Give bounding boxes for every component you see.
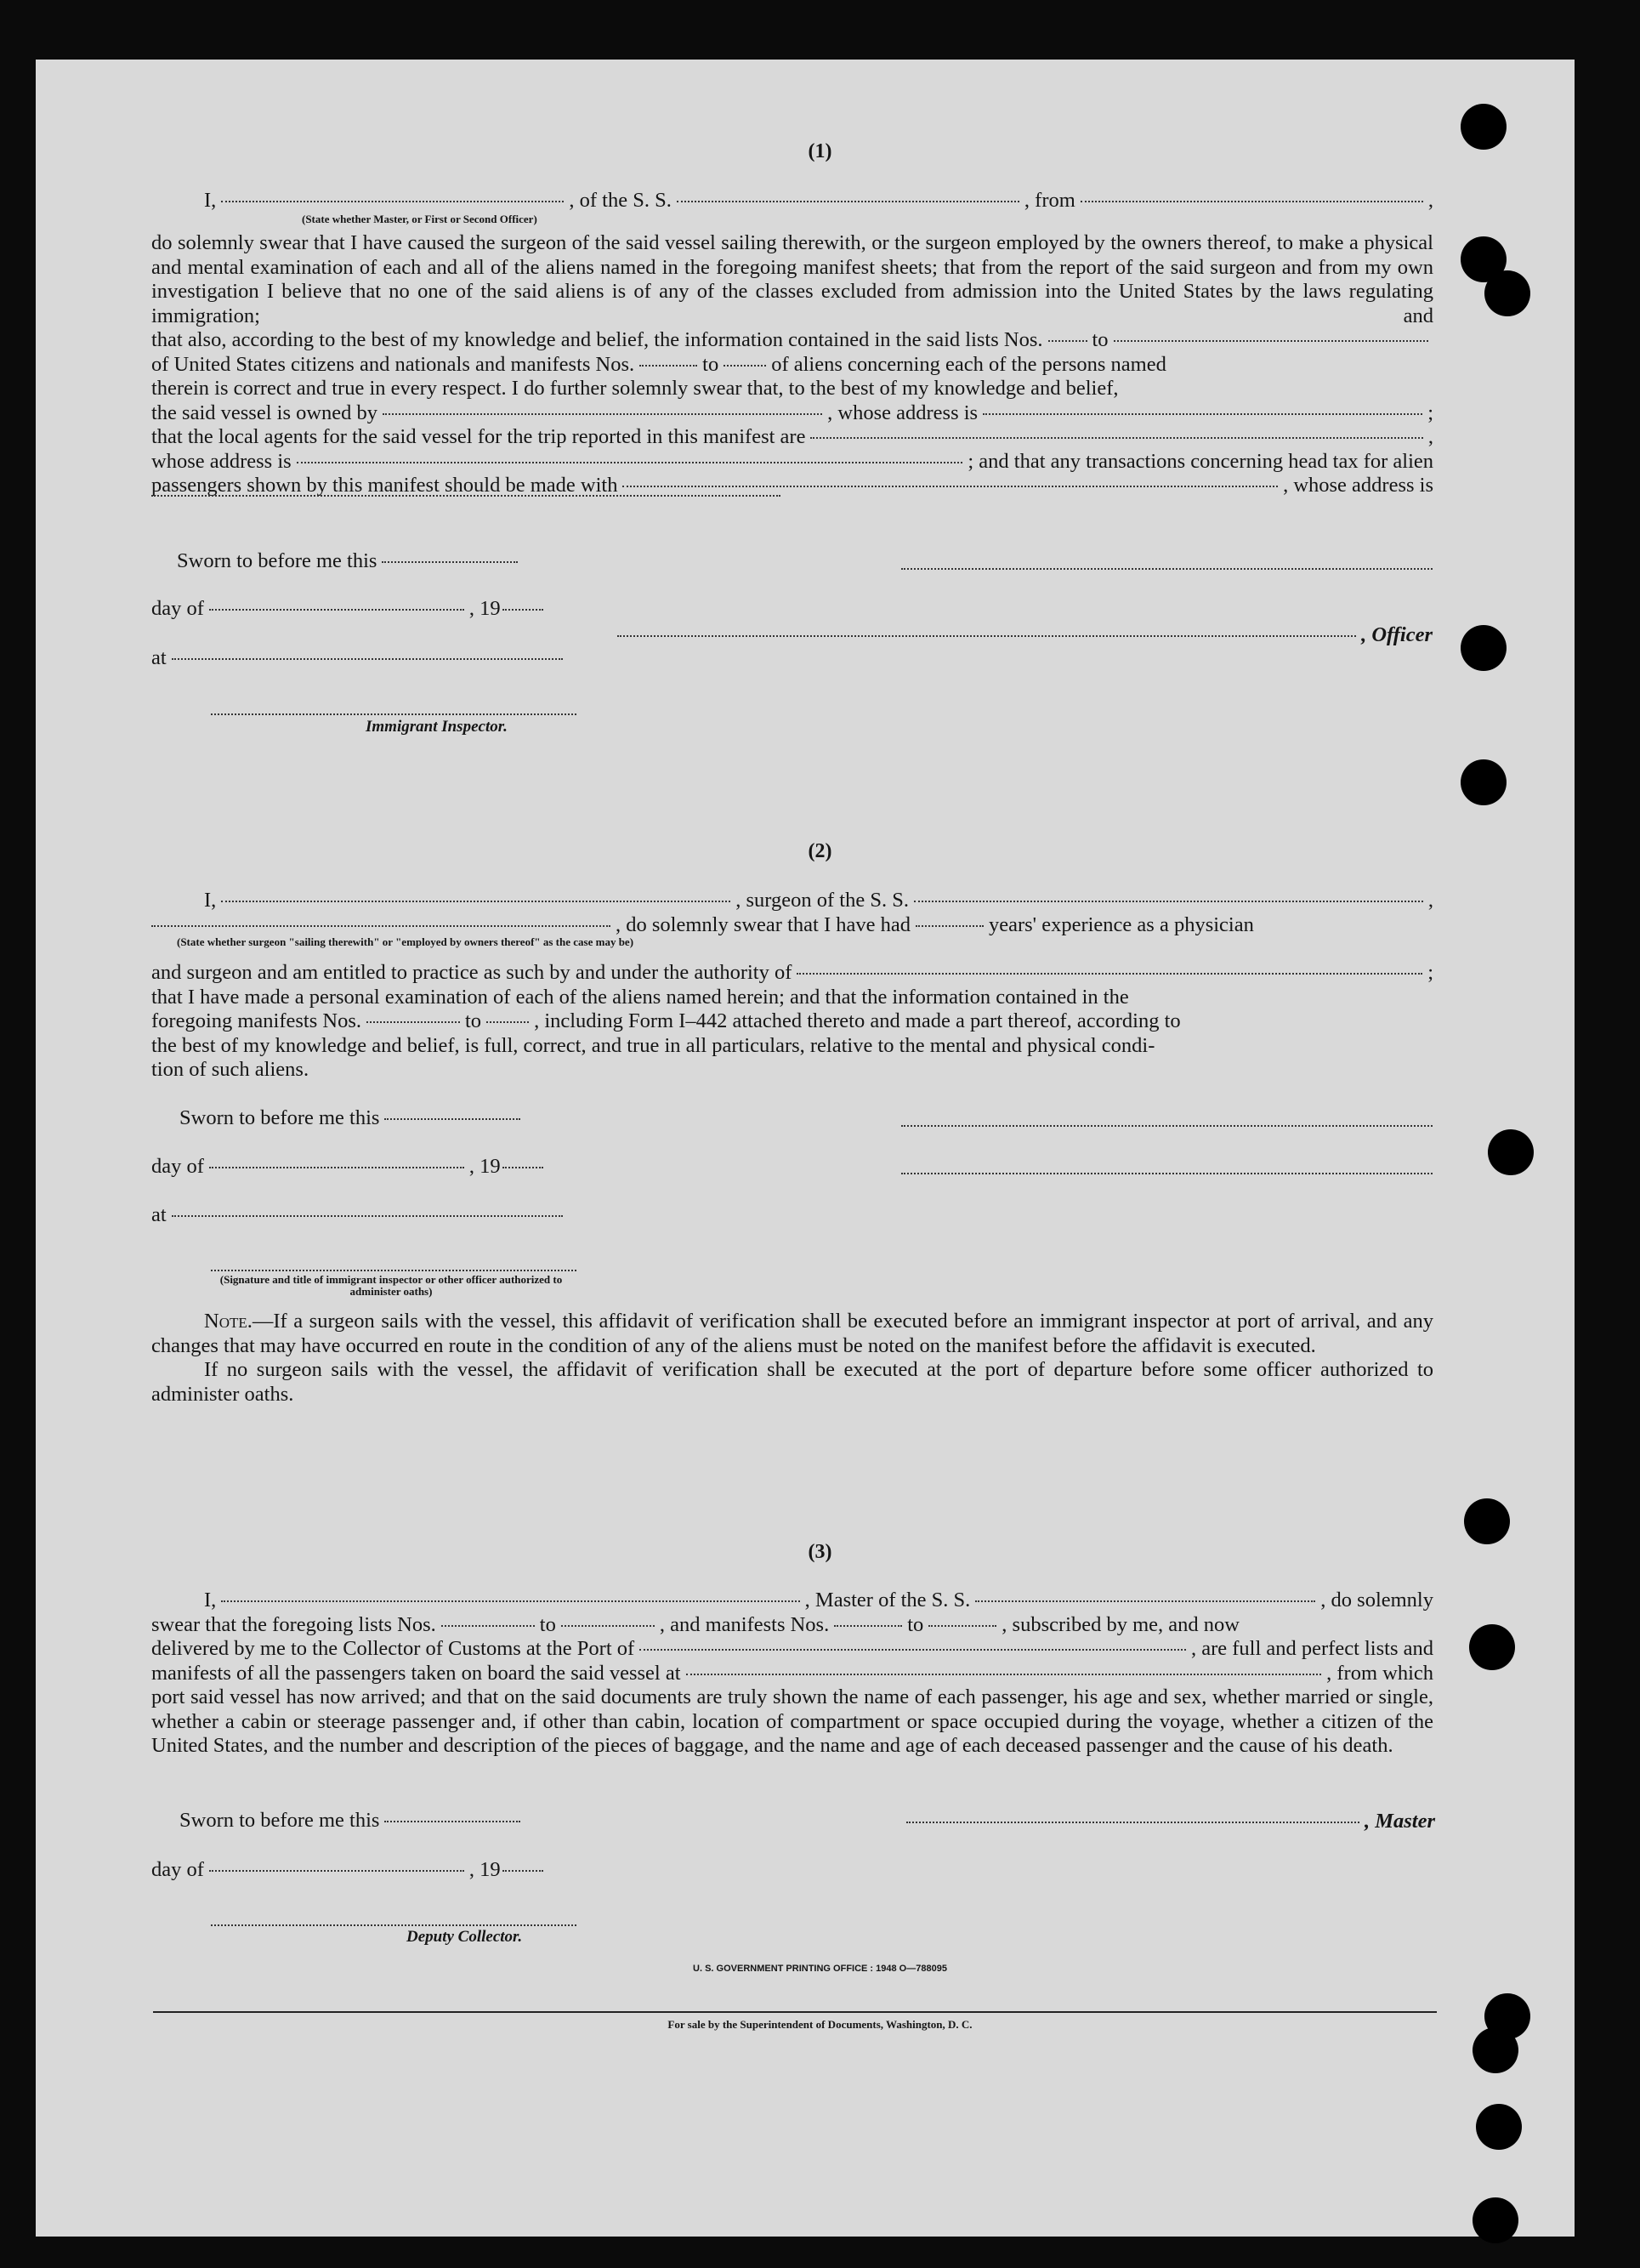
- manifest-to-field[interactable]: [486, 1020, 529, 1023]
- lists-text: swear that the foregoing lists Nos.: [151, 1612, 436, 1636]
- head-tax-address-field[interactable]: [151, 494, 780, 497]
- head-tax-text: ; and that any transactions concerning head tax for alien: [968, 449, 1433, 473]
- officer-field[interactable]: [617, 634, 1356, 637]
- section-1-note: (State whether Master, or First or Second Officer): [302, 213, 537, 225]
- semicolon: ;: [1427, 961, 1433, 984]
- vessel-name-field[interactable]: [975, 1600, 1315, 1602]
- section-2-i: I,: [204, 889, 217, 912]
- section-2-body: [151, 961, 1433, 1083]
- owner-field[interactable]: [383, 412, 822, 415]
- authority-field[interactable]: [797, 972, 1422, 975]
- sale-notice: For sale by the Superintendent of Documents, Washington, D. C.: [667, 2018, 973, 2031]
- form-text: , including Form I–442 attached thereto and made a part thereof, according to: [534, 1009, 1181, 1032]
- year-text: , 19: [468, 1858, 501, 1881]
- master-name-field[interactable]: [221, 1600, 799, 1602]
- lists-from-field[interactable]: [1048, 339, 1087, 342]
- year-field[interactable]: [502, 608, 543, 611]
- port-field[interactable]: [639, 1648, 1186, 1651]
- to-text: to: [1092, 328, 1109, 351]
- master-label: , Master: [1364, 1810, 1435, 1833]
- place-field[interactable]: [172, 1214, 563, 1217]
- manifests-to-field[interactable]: [724, 364, 766, 367]
- agents-address-field[interactable]: [297, 461, 963, 463]
- section-1-line-3: therein is correct and true in every respect. I do further solemnly swear that, to the best of my knowledge and belief,: [151, 377, 1119, 400]
- manifest-from-field[interactable]: [366, 1020, 460, 1023]
- aliens-text: of aliens concerning each of the persons named: [771, 352, 1166, 376]
- surgeon-signature-line[interactable]: [901, 1124, 1433, 1127]
- note-text: —If a surgeon sails with the vessel, this affidavit of verification shall be executed before an immigrant inspector at port of arrival, and any changes that may have occurred en route in the condition of any of the aliens must be noted on the manifest before the affidavit is executed.: [151, 1310, 1433, 1357]
- section-1-from: , from: [1024, 189, 1075, 212]
- lists-from-field[interactable]: [441, 1624, 535, 1627]
- section-1-sworn: [151, 549, 1433, 574]
- section-2-number: (2): [808, 840, 832, 862]
- gpo-imprint: U. S. GOVERNMENT PRINTING OFFICE : 1948 O—788095: [693, 1964, 947, 1974]
- section-2-day: [151, 1155, 1433, 1179]
- sworn-text: Sworn to before me this: [179, 1106, 380, 1129]
- section-3-i: I,: [204, 1589, 217, 1611]
- officer-row: [612, 623, 1433, 648]
- owner-address-field[interactable]: [983, 412, 1422, 415]
- semicolon: ;: [1427, 401, 1434, 424]
- swear-text: , do solemnly swear that I have had: [616, 912, 911, 936]
- punch-hole: [1469, 1624, 1515, 1670]
- address-text: whose address is: [151, 449, 292, 473]
- surgeon-vessel-field[interactable]: [914, 900, 1423, 902]
- year-text: , 19: [468, 1155, 501, 1178]
- years-text: years' experience as a physician: [988, 912, 1254, 936]
- vessel-name-field[interactable]: [677, 200, 1019, 202]
- manifests-from-field[interactable]: [639, 364, 697, 367]
- head-tax-contact-field[interactable]: [622, 485, 1278, 487]
- embarkation-port-field[interactable]: [686, 1673, 1322, 1675]
- punch-hole: [1488, 1129, 1534, 1175]
- section-2-header: I, , surgeon of the S. S. , , do solemnly swear that I have had years' experience as a physician: [151, 889, 1433, 937]
- collector-text: delivered by me to the Collector of Customs at the Port of: [151, 1637, 635, 1660]
- address-text: , whose address is: [827, 401, 979, 424]
- to-text: to: [539, 1612, 556, 1636]
- section-1-i: I,: [204, 189, 217, 212]
- authority-text: and surgeon and am entitled to practice as such by and under the authority of: [151, 961, 792, 984]
- punch-hole: [1484, 270, 1530, 316]
- passengers-text: manifests of all the passengers taken on board the said vessel at: [151, 1661, 681, 1685]
- manifests-to-field[interactable]: [928, 1624, 996, 1627]
- manifests-text: , and manifests Nos.: [659, 1612, 830, 1636]
- surgeon-status-field[interactable]: [151, 924, 610, 927]
- punch-hole: [1473, 2027, 1518, 2073]
- year-text: , 19: [468, 597, 501, 620]
- perfect-lists-text: , are full and perfect lists and: [1190, 1637, 1433, 1660]
- collector-signature-line[interactable]: [211, 1924, 576, 1926]
- passengers-text: passengers shown by this manifest should be made with: [151, 474, 618, 497]
- to-text: to: [702, 352, 719, 376]
- punch-hole: [1464, 1498, 1510, 1544]
- section-2-note: (State whether surgeon "sailing therewith" or "employed by owners thereof" as the case may be): [177, 935, 634, 948]
- section-1-body: [151, 231, 1433, 501]
- manifests-text: foregoing manifests Nos.: [151, 1009, 361, 1032]
- section-3-day: [151, 1858, 1433, 1883]
- inspector-signature-line[interactable]: [211, 1269, 576, 1271]
- month-field[interactable]: [209, 1166, 464, 1168]
- from-which-text: , from which: [1326, 1661, 1433, 1685]
- section-3-number: (3): [808, 1541, 832, 1563]
- day-of-text: day of: [151, 1858, 204, 1881]
- master-signature-field[interactable]: [906, 1821, 1359, 1823]
- section-3-paragraph: port said vessel has now arrived; and that on the said documents are truly shown the name of each passenger, his age and sex, whether married or single, whether a cabin or steerage passenger and, if other than cabin, location of compartment or space occupied during the voyage, whether a citizen of the United States, and the number and description of the pieces of baggage, and the name and age of each deceased passenger and the cause of his death.: [151, 1685, 1433, 1757]
- section-2-line-2: that I have made a personal examination of each of the aliens named herein; and that the information contained in the: [151, 985, 1129, 1009]
- punch-hole: [1473, 2197, 1518, 2243]
- to-text: to: [907, 1612, 924, 1636]
- place-field[interactable]: [172, 657, 563, 660]
- surgeon-name-field[interactable]: [221, 900, 730, 902]
- solemnly-text: , do solemnly: [1320, 1589, 1433, 1611]
- years-field[interactable]: [916, 924, 984, 927]
- collector-label: Deputy Collector.: [406, 1928, 523, 1946]
- sworn-text: Sworn to before me this: [179, 1809, 380, 1832]
- surgeon-of-text: , surgeon of the S. S.: [735, 889, 909, 912]
- owned-by-text: the said vessel is owned by: [151, 401, 378, 424]
- inspector-label: Immigrant Inspector.: [366, 718, 508, 736]
- master-name-field[interactable]: [221, 200, 564, 202]
- master-of-text: , Master of the S. S.: [804, 1589, 971, 1611]
- officer-signature-line[interactable]: [901, 567, 1433, 570]
- note-text-2: If no surgeon sails with the vessel, the affidavit of verification shall be executed at the port of departure before some officer authorized to administer oaths.: [151, 1358, 1433, 1406]
- punch-hole: [1476, 2104, 1522, 2150]
- lists-text: that also, according to the best of my knowledge and belief, the information contained in the said lists Nos.: [151, 328, 1043, 351]
- sworn-text: Sworn to before me this: [177, 549, 377, 572]
- section-2-at: [151, 1203, 1433, 1228]
- year-field[interactable]: [502, 1869, 543, 1872]
- signature-title-note: (Signature and title of immigrant inspector or other officer authorized to administer oaths): [219, 1273, 563, 1298]
- surgeon-title-line[interactable]: [901, 1172, 1433, 1174]
- master-row: [901, 1810, 1435, 1834]
- departure-port-field[interactable]: [1081, 200, 1423, 202]
- year-field[interactable]: [502, 1166, 543, 1168]
- manifests-text: of United States citizens and nationals and manifests Nos.: [151, 352, 635, 376]
- lists-to-field[interactable]: [1114, 339, 1428, 342]
- footer-rule: [153, 2011, 1437, 2013]
- section-2-note-block: [151, 1310, 1433, 1407]
- day-of-text: day of: [151, 597, 204, 620]
- note-label: Note.: [204, 1310, 253, 1333]
- section-1-at: [151, 646, 1433, 671]
- manifests-from-field[interactable]: [834, 1624, 902, 1627]
- to-text: to: [465, 1009, 482, 1032]
- punch-hole: [1461, 625, 1507, 671]
- sworn-day-field[interactable]: [382, 560, 518, 563]
- at-text: at: [151, 1203, 167, 1226]
- sworn-day-field[interactable]: [384, 1820, 520, 1822]
- month-field[interactable]: [209, 608, 464, 611]
- section-2-line-4: the best of my knowledge and belief, is full, correct, and true in all particulars, relative to the mental and physical condi-: [151, 1033, 1155, 1057]
- section-3-body: [151, 1589, 1433, 1759]
- agents-field[interactable]: [810, 436, 1422, 439]
- comma: ,: [1427, 425, 1433, 448]
- agents-text: that the local agents for the said vessel for the trip reported in this manifest are: [151, 425, 806, 448]
- subscribed-text: , subscribed by me, and now: [1002, 1612, 1240, 1636]
- month-field[interactable]: [209, 1869, 464, 1872]
- section-2-sworn: [151, 1106, 1433, 1131]
- section-2-line-5: tion of such aliens.: [151, 1058, 309, 1081]
- inspector-signature-line[interactable]: [211, 713, 576, 715]
- lists-to-field[interactable]: [561, 1624, 655, 1627]
- officer-label: , Officer: [1361, 623, 1433, 646]
- punch-hole: [1461, 759, 1507, 805]
- day-of-text: day of: [151, 1155, 204, 1178]
- address-text: , whose address is: [1283, 474, 1433, 497]
- section-1-day: [151, 597, 1433, 622]
- sworn-day-field[interactable]: [384, 1117, 520, 1120]
- section-1-number: (1): [808, 140, 832, 162]
- section-1-of-ss: , of the S. S.: [569, 189, 672, 212]
- section-1-paragraph: do solemnly swear that I have caused the surgeon of the said vessel sailing therewith, or the surgeon employed by the owners thereof, to make a physical and mental examination of each and all of the aliens named in the foregoing manifest sheets; that from the report of the said surgeon and from my own investigation I believe that no one of the said aliens is of any of the classes excluded from admission into the United States by the laws regulating immigration; and: [151, 231, 1433, 327]
- section-1-header: I, , of the S. S. , from ,: [204, 189, 1433, 212]
- at-text: at: [151, 646, 167, 669]
